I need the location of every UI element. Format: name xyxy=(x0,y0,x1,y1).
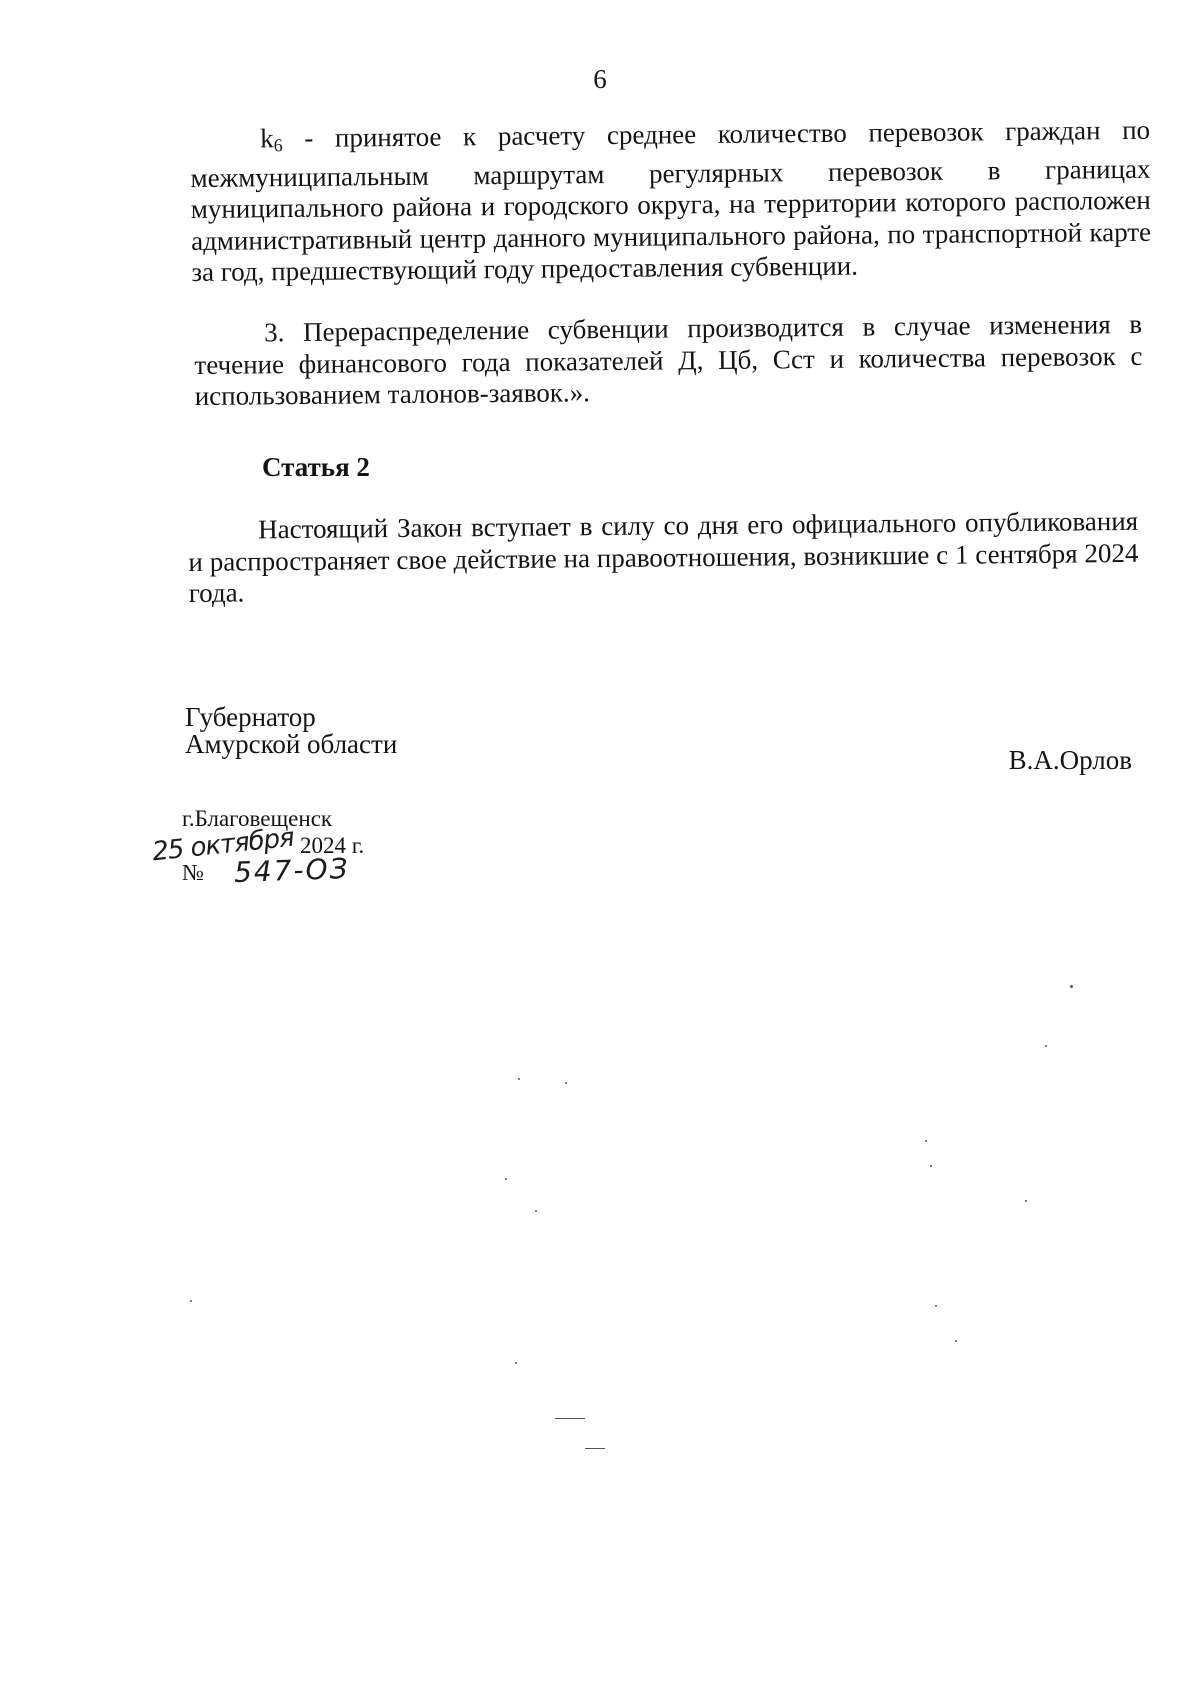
paragraph-redistribution xyxy=(194,309,1143,413)
paragraph-k6-text xyxy=(190,115,1152,289)
page-number: 6 xyxy=(593,64,607,94)
paragraph-k6 xyxy=(190,115,1152,289)
issue-number-line xyxy=(182,851,364,890)
scan-speck xyxy=(505,1178,507,1180)
paragraph-redistribution-text: 3. Перераспределение субвенции производится в случае изменения в течение финансового года показателей Д, Цб, Сст и количества перевозок с использованием талонов-заявок.». xyxy=(194,308,1143,411)
scan-speck xyxy=(190,1300,192,1302)
issue-block xyxy=(150,806,365,890)
scan-speck xyxy=(555,1418,585,1419)
paragraph-article-2-text: Настоящий Закон вступает в силу со дня его официального опубликования и распространяет свое действие на правоотношения, возникшие с 1 сентября 2024 года. xyxy=(188,505,1139,608)
signature-name: В.А.Орлов xyxy=(1008,745,1132,775)
issue-year: 2024 г. xyxy=(299,833,365,858)
scan-speck xyxy=(515,1362,517,1364)
issue-date-handwritten: 25 октября xyxy=(150,822,296,868)
signature-position-line2: Амурской области xyxy=(185,729,398,759)
scan-speck xyxy=(1025,1200,1027,1202)
scan-speck xyxy=(935,1305,937,1307)
signature-position-line1: Губернатор xyxy=(185,702,316,732)
k6-subscript: 6 xyxy=(273,135,283,156)
scan-speck xyxy=(518,1078,520,1080)
article-heading: Статья 2 xyxy=(262,452,370,482)
paragraph-article-2 xyxy=(188,506,1139,610)
issue-number-label: № xyxy=(182,860,204,885)
scan-speck xyxy=(535,1210,537,1212)
scan-speck xyxy=(930,1165,932,1167)
scan-speck xyxy=(1070,985,1073,988)
k6-description: - принятое к расчету среднее количество перевозок граждан по межмуниципальным маршрутам регулярных перевозок в границах муниципального района и городского округа, на территории которого расположен административный центр данного муниципального района, по транспортной карте за год, предшествующий году предоставления субвенции. xyxy=(190,114,1152,287)
k6-symbol: k xyxy=(259,123,274,154)
signature-position xyxy=(185,704,397,758)
issue-city: г.Благовещенск xyxy=(182,806,333,831)
scan-speck xyxy=(565,1082,567,1084)
issue-number-handwritten: 547-ОЗ xyxy=(233,851,351,890)
scan-speck xyxy=(925,1140,927,1142)
scan-speck xyxy=(585,1448,605,1449)
scan-speck xyxy=(955,1340,957,1342)
scan-speck xyxy=(1045,1045,1047,1047)
